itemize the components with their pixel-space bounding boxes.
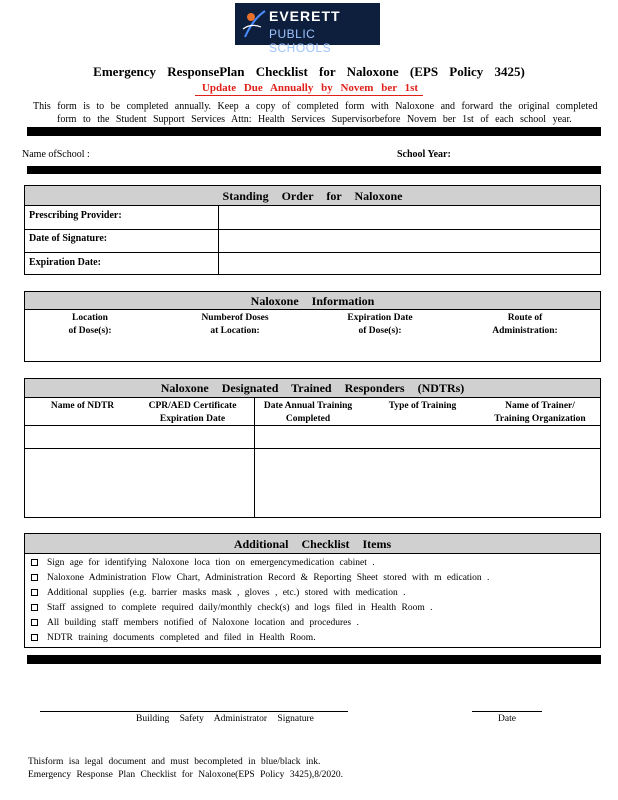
header-line: Route of <box>507 313 543 323</box>
update-due-notice: Update Due Annually by Novem ber 1st <box>201 82 419 94</box>
checkbox[interactable] <box>31 634 38 641</box>
header-line: CPR/AED Certificate <box>148 401 237 411</box>
checklist-item <box>31 618 359 628</box>
header-line: Completed <box>285 414 331 424</box>
header-line: Training Organization <box>494 414 586 424</box>
checkbox[interactable] <box>31 589 38 596</box>
header-line: Date Annual Training <box>263 401 353 411</box>
divider-bar <box>27 655 601 664</box>
header-line: of Dose(s): <box>358 326 402 336</box>
intro-line1: This form is to be completed annually. Keep a copy of completed form with Naloxone and forward the original completed <box>33 101 598 112</box>
checklist-item-text: All building staff members notified of Naloxone location and procedures . <box>47 618 359 628</box>
form-title: Emergency ResponsePlan Checklist for Naloxone (EPS Policy 3425) <box>93 64 525 79</box>
district-logo <box>235 3 380 55</box>
row-divider <box>24 448 601 449</box>
checklist-item-text: Naloxone Administration Flow Chart, Administration Record & Reporting Sheet stored with m edication . <box>47 573 490 583</box>
header-line: of Dose(s): <box>68 326 112 336</box>
signature-line[interactable] <box>40 711 348 712</box>
checklist-item <box>31 633 316 643</box>
checkbox[interactable] <box>31 604 38 611</box>
date-line[interactable] <box>472 711 542 712</box>
date-of-signature-label: Date of Signature: <box>29 233 108 244</box>
number-of-doses-column-header <box>180 312 290 338</box>
checkbox[interactable] <box>31 574 38 581</box>
logo-line1: EVERETT <box>269 8 341 24</box>
checklist-item-text: NDTR training documents completed and filed in Health Room. <box>47 633 316 643</box>
checklist-item-text: Sign age for identifying Naloxone loca tion on emergencymedication cabinet . <box>47 558 375 568</box>
naloxone-information-entry[interactable] <box>26 340 599 360</box>
ndtr-entry-row[interactable] <box>26 450 599 516</box>
checklist-item-text: Staff assigned to complete required daily/monthly check(s) and logs filed in Health Room . <box>47 603 433 613</box>
signature-label: Building Safety Administrator Signature <box>136 714 314 724</box>
ndtr-title: Naloxone Designated Trained Responders (NDTRs) <box>25 379 600 398</box>
checklist-item <box>31 558 375 568</box>
header-line: Location <box>72 313 108 323</box>
checklist-item <box>31 573 489 583</box>
ndtr-name-column-header <box>35 400 130 413</box>
header-line: Type of Training <box>388 401 457 411</box>
annual-training-column-header <box>258 400 358 426</box>
header-line: Expiration Date <box>159 414 226 424</box>
header-line: Numberof Doses <box>201 313 269 323</box>
standing-order-title: Standing Order for Naloxone <box>25 186 600 206</box>
header-line: at Location: <box>210 326 260 336</box>
checklist-item <box>31 588 406 598</box>
header-line: Expiration Date <box>347 313 413 323</box>
footer-line2: Emergency Response Plan Checklist for Naloxone(EPS Policy 3425),8/2020. <box>28 770 344 780</box>
header-line: Administration: <box>492 326 558 336</box>
torch-icon <box>241 7 267 41</box>
checkbox[interactable] <box>31 559 38 566</box>
divider-bar <box>27 166 601 174</box>
checklist-item-text: Additional supplies (e.g. barrier masks mask , gloves , etc.) stored with medication . <box>47 588 406 598</box>
additional-checklist-title: Additional Checklist Items <box>25 534 600 554</box>
logo-line2: PUBLIC SCHOOLS <box>269 27 332 55</box>
date-of-signature-field[interactable] <box>220 231 598 250</box>
naloxone-information-title: Naloxone Information <box>25 292 600 310</box>
prescribing-provider-label: Prescribing Provider: <box>29 210 122 221</box>
school-year-label: School Year: <box>397 149 451 160</box>
footer-line1: Thisform isa legal document and must becompleted in blue/black ink. <box>28 757 321 767</box>
location-column-header <box>40 312 140 338</box>
route-column-header <box>470 312 580 338</box>
row-divider <box>24 229 601 230</box>
prescribing-provider-field[interactable] <box>220 207 598 227</box>
ndtr-entry-row[interactable] <box>26 427 599 446</box>
trainer-column-header <box>485 400 595 426</box>
divider-bar <box>27 127 601 136</box>
update-underline <box>195 95 423 96</box>
expiration-date-field[interactable] <box>220 254 598 273</box>
intro-line2: form to the Student Support Services Attn: Health Services Supervisorbefore Novem ber 1st of each school year. <box>57 114 572 125</box>
cpr-aed-column-header <box>140 400 245 426</box>
school-name-label: Name ofSchool : <box>22 149 90 160</box>
training-type-column-header <box>375 400 470 413</box>
expiration-column-header <box>330 312 430 338</box>
header-line: Name of NDTR <box>50 401 115 411</box>
header-line: Name of Trainer/ <box>505 401 575 411</box>
row-divider <box>24 252 601 253</box>
checklist-item <box>31 603 433 613</box>
checkbox[interactable] <box>31 619 38 626</box>
expiration-date-label: Expiration Date: <box>29 257 101 268</box>
column-divider <box>218 205 219 275</box>
date-label: Date <box>498 714 516 724</box>
